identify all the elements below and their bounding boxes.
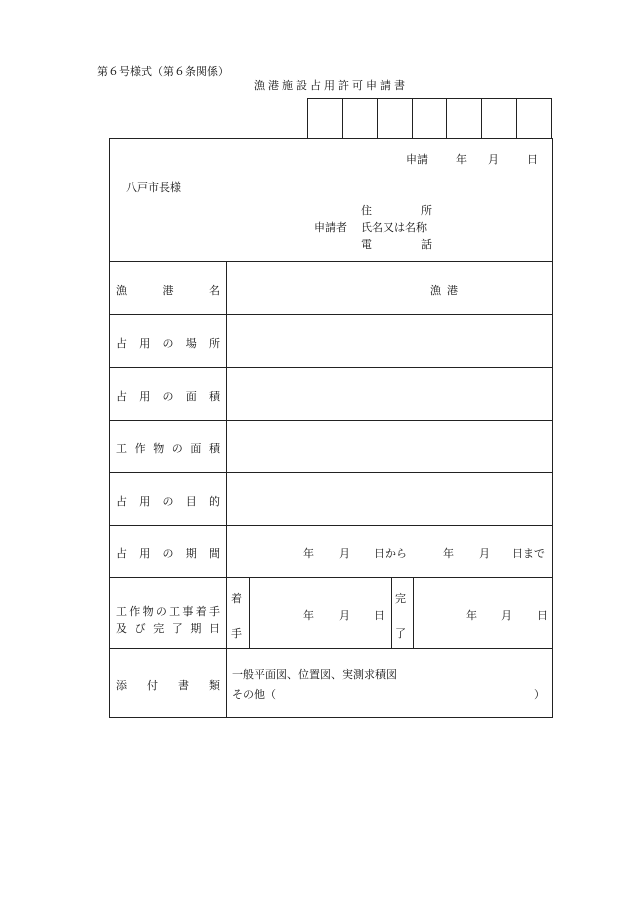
- column-divider: [391, 577, 392, 648]
- place-label: 占 用 の 場 所: [116, 337, 220, 350]
- stamp-box: [343, 99, 378, 138]
- period-to-suffix: 日まで: [512, 547, 545, 560]
- stamp-box: [378, 99, 413, 138]
- period-from-month: 月: [339, 547, 350, 560]
- row-divider: [110, 648, 552, 649]
- construction-label-line1: 工 作 物 の 工 事 着 手: [116, 605, 220, 618]
- phone-label-2: 話: [421, 238, 432, 251]
- column-divider: [413, 577, 414, 648]
- area-label: 占 用 の 面 積: [116, 390, 220, 403]
- period-from-suffix: 日から: [374, 547, 407, 560]
- date-day-label: 日: [527, 153, 538, 166]
- column-divider: [226, 261, 227, 718]
- start-day: 日: [374, 609, 385, 622]
- period-to-year: 年: [443, 547, 454, 560]
- row-divider: [110, 420, 552, 421]
- period-label: 占 用 の 期 間: [116, 547, 220, 560]
- start-label-2: 手: [231, 627, 242, 640]
- row-divider: [110, 525, 552, 526]
- end-label-2: 了: [395, 627, 406, 640]
- start-label-1: 着: [231, 592, 242, 605]
- stamp-box: [413, 99, 448, 138]
- stamp-box: [482, 99, 517, 138]
- phone-label-1: 電: [361, 238, 372, 251]
- row-divider: [110, 261, 552, 262]
- receipt-stamp-boxes: [307, 98, 552, 138]
- fishing-port-label: 漁 港 名: [116, 284, 220, 297]
- stamp-box: [308, 99, 343, 138]
- address-label-1: 住: [361, 204, 372, 217]
- end-month: 月: [501, 609, 512, 622]
- application-form-table: [109, 138, 553, 718]
- applicant-label: 申請者: [314, 221, 347, 234]
- stamp-box: [447, 99, 482, 138]
- attachments-line1: 一般平面図、位置図、実測求積図: [232, 668, 397, 681]
- attachments-label: 添 付 書 類: [116, 679, 220, 692]
- start-year: 年: [303, 609, 314, 622]
- name-label: 氏名又は名称: [361, 221, 427, 234]
- construction-label-line2: 及 び 完 了 期 日: [116, 622, 220, 635]
- form-number: 第６号様式（第６条関係）: [97, 65, 229, 78]
- address-label-2: 所: [421, 204, 432, 217]
- document-title: 漁港施設占用許可申請書: [254, 79, 408, 92]
- end-day: 日: [537, 609, 548, 622]
- row-divider: [110, 367, 552, 368]
- end-year: 年: [466, 609, 477, 622]
- period-to-month: 月: [479, 547, 490, 560]
- date-year-label: 年: [456, 153, 467, 166]
- column-divider: [249, 577, 250, 648]
- date-month-label: 月: [488, 153, 499, 166]
- start-month: 月: [339, 609, 350, 622]
- purpose-label: 占 用 の 目 的: [116, 495, 220, 508]
- stamp-box: [517, 99, 551, 138]
- attachments-other-close: ）: [534, 688, 545, 701]
- row-divider: [110, 314, 552, 315]
- fishing-port-value: 漁港: [430, 284, 464, 297]
- row-divider: [110, 472, 552, 473]
- structure-area-label: 工 作 物 の 面 積: [116, 442, 220, 455]
- application-date-label: 申請: [406, 153, 428, 166]
- period-from-year: 年: [303, 547, 314, 560]
- attachments-other-open: その他（: [232, 688, 276, 701]
- row-divider: [110, 577, 552, 578]
- end-label-1: 完: [395, 592, 406, 605]
- addressee: 八戸市長様: [126, 181, 181, 194]
